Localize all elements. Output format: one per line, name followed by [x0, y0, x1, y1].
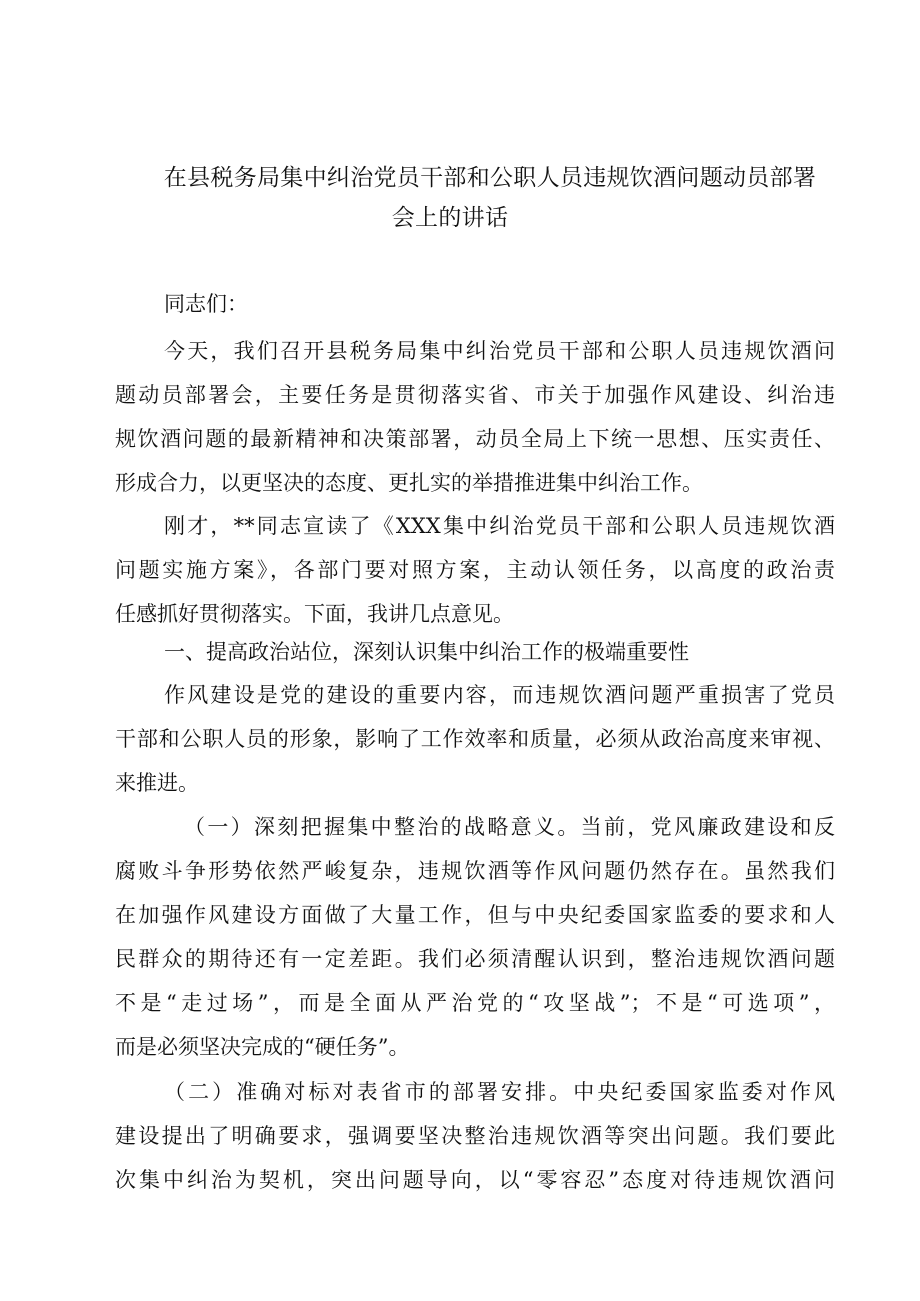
paragraph-5-line-1: （二）准确对标对表省市的部署安排。中央纪委国家监委对作风 [164, 1080, 835, 1104]
salutation: 同志们： [164, 292, 248, 316]
paragraph-4-line-4: 民群众的期待还有一定差距。我们必须清醒认识到，整治违规饮酒问题 [115, 947, 835, 971]
paragraph-3-line-1: 作风建设是党的建设的重要内容，而违规饮酒问题严重损害了党员 [164, 683, 835, 707]
paragraph-2-line-2: 问题实施方案》，各部门要对照方案，主动认领任务，以高度的政治责 [115, 558, 835, 582]
document-title-line-1: 在县税务局集中纠治党员干部和公职人员违规饮酒问题动员部署 [163, 165, 817, 191]
paragraph-4-line-3: 在加强作风建设方面做了大量工作，但与中央纪委国家监委的要求和人 [115, 903, 835, 927]
paragraph-4-line-2: 腐败斗争形势依然严峻复杂，违规饮酒等作风问题仍然存在。虽然我们 [115, 859, 835, 883]
document-title-line-2: 会上的讲话 [391, 205, 509, 231]
paragraph-3-line-3: 来推进。 [115, 771, 199, 795]
paragraph-4-line-5: 不是“走过场”，而是全面从严治党的“攻坚战”；不是“可选项”， [115, 991, 835, 1015]
paragraph-4-line-1: （一）深刻把握集中整治的战略意义。当前，党风廉政建设和反 [184, 815, 835, 839]
paragraph-2-line-1: 刚才，**同志宣读了《XXX集中纠治党员干部和公职人员违规饮酒 [164, 514, 835, 538]
paragraph-5-line-3: 次集中纠治为契机，突出问题导向，以“零容忍”态度对待违规饮酒问 [115, 1168, 835, 1192]
paragraph-3-line-2: 干部和公职人员的形象，影响了工作效率和质量，必须从政治高度来审视、 [115, 727, 835, 751]
paragraph-1-line-4: 形成合力，以更坚决的态度、更扎实的举措推进集中纠治工作。 [115, 471, 703, 495]
paragraph-5-line-2: 建设提出了明确要求，强调要坚决整治违规饮酒等突出问题。我们要此 [115, 1124, 835, 1148]
paragraph-4-line-6: 而是必须坚决完成的“硬任务”。 [115, 1035, 410, 1059]
paragraph-1-line-1: 今天，我们召开县税务局集中纠治党员干部和公职人员违规饮酒问 [164, 339, 835, 363]
section-heading-1: 一、提高政治站位，深刻认识集中纠治工作的极端重要性 [164, 640, 689, 664]
paragraph-2-line-3: 任感抓好贯彻落实。下面，我讲几点意见。 [115, 602, 514, 626]
paragraph-1-line-2: 题动员部署会，主要任务是贯彻落实省、市关于加强作风建设、纠治违 [115, 383, 835, 407]
paragraph-1-line-3: 规饮酒问题的最新精神和决策部署，动员全局上下统一思想、压实责任、 [115, 427, 835, 451]
